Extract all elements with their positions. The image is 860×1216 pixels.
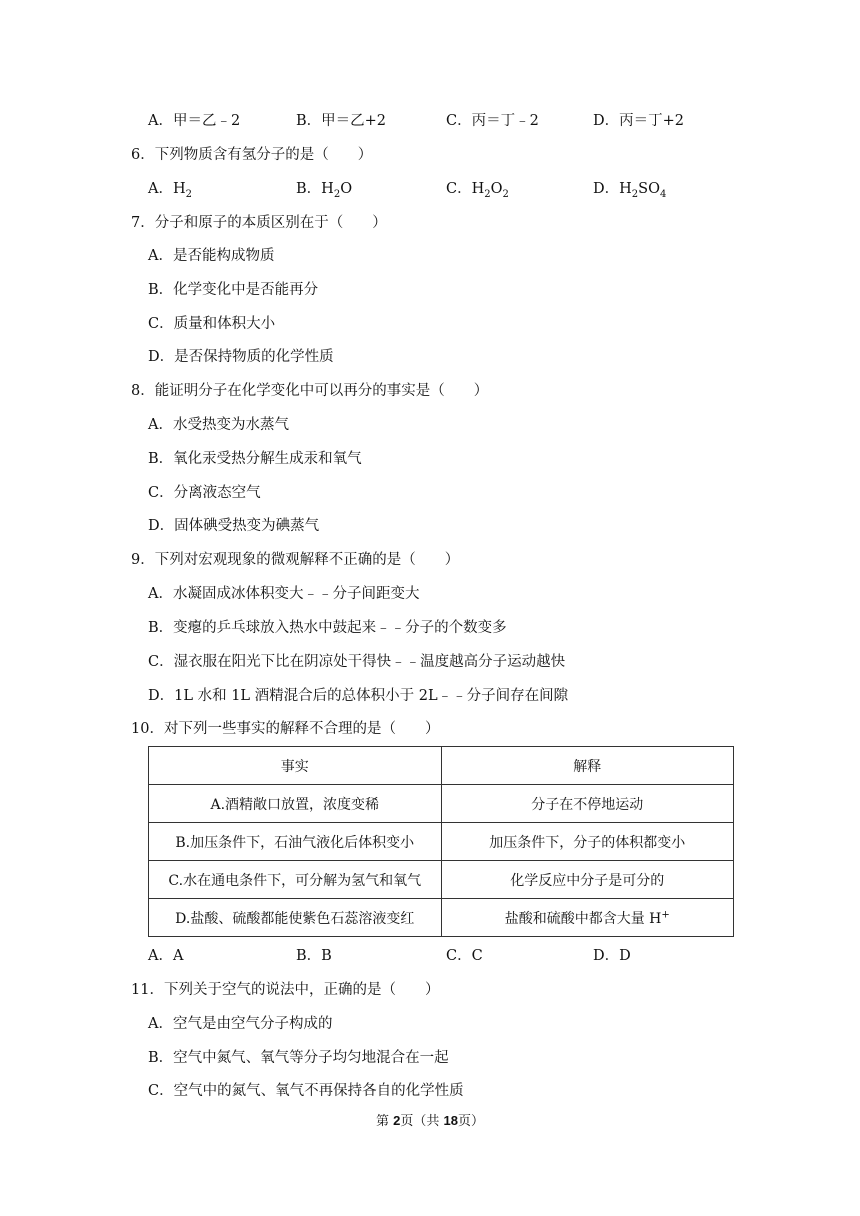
subscript: 2: [484, 188, 491, 200]
table-cell: D.盐酸、硫酸都能使紫色石蕊溶液变红: [149, 899, 442, 937]
table-row: [149, 899, 734, 937]
q8-option-d: D．固体碘受热变为碘蒸气: [148, 518, 320, 534]
table-row: [149, 861, 734, 899]
table-header-row: [149, 747, 734, 785]
q9-option-a: A．水凝固成冰体积变大﹣﹣分子间距变大: [148, 586, 420, 602]
header-fact: 事实: [149, 747, 442, 785]
subscript: 2: [502, 188, 509, 200]
q11-option-a: A．空气是由空气分子构成的: [148, 1016, 333, 1032]
q8-option-a: A．水受热变为水蒸气: [148, 417, 289, 433]
table-row: [149, 823, 734, 861]
page-footer: [0, 1110, 860, 1129]
table-cell: 化学反应中分子是可分的: [441, 861, 734, 899]
table-row: [149, 785, 734, 823]
table-cell: [441, 899, 734, 937]
table-cell: C.水在通电条件下，可分解为氢气和氧气: [149, 861, 442, 899]
q6-option-c: [446, 179, 509, 199]
formula-rest: O: [490, 181, 503, 197]
q7-option-b: B．化学变化中是否能再分: [148, 282, 319, 298]
q7-option-d: D．是否保持物质的化学性质: [148, 349, 334, 365]
q5-option-c: C．丙＝丁﹣2: [446, 113, 539, 129]
option-label: A．: [148, 181, 173, 197]
q8-option-c: C．分离液态空气: [148, 485, 261, 501]
q5-option-b: B．甲＝乙+2: [296, 113, 387, 129]
cell-text: 盐酸和硫酸中都含大量 H: [504, 910, 662, 927]
q11-stem: 11．下列关于空气的说法中，正确的是（ ）: [131, 982, 440, 998]
footer-page-number: 2: [393, 1113, 401, 1128]
q10-table: [148, 746, 734, 937]
formula: H: [619, 181, 632, 197]
subscript: 2: [631, 188, 639, 200]
formula-rest: SO: [638, 181, 660, 197]
q9-stem: 9．下列对宏观现象的微观解释不正确的是（ ）: [131, 552, 460, 568]
formula: H: [321, 181, 334, 197]
subscript: 4: [660, 188, 667, 200]
q11-option-b: B．空气中氮气、氧气等分子均匀地混合在一起: [148, 1050, 449, 1066]
q7-option-c: C．质量和体积大小: [148, 316, 276, 332]
q5-option-d: D．丙＝丁+2: [593, 113, 684, 129]
option-label: D．: [593, 181, 620, 197]
table-cell: 分子在不停地运动: [441, 785, 734, 823]
option-label: B．: [296, 181, 322, 197]
superscript: +: [661, 908, 670, 920]
formula-rest: O: [340, 181, 353, 197]
subscript: 2: [185, 188, 193, 200]
option-label: C．: [446, 181, 472, 197]
header-explanation: 解释: [441, 747, 734, 785]
q5-option-a: A．甲＝乙﹣2: [148, 113, 241, 129]
footer-prefix: 第: [376, 1114, 394, 1129]
footer-suffix: 页）: [457, 1114, 484, 1129]
q10-stem: 10．对下列一些事实的解释不合理的是（ ）: [131, 721, 440, 737]
subscript: 2: [333, 188, 341, 200]
table-cell: A.酒精敞口放置，浓度变稀: [149, 785, 442, 823]
q10-option-a: A．A: [148, 948, 184, 964]
table-cell: 加压条件下，分子的体积都变小: [441, 823, 734, 861]
q7-stem: 7．分子和原子的本质区别在于（ ）: [131, 215, 387, 231]
q6-option-a: [148, 179, 192, 199]
footer-total-pages: 18: [443, 1113, 458, 1128]
q10-option-c: C．C: [446, 948, 483, 964]
q6-option-b: [296, 179, 352, 199]
footer-mid: 页（共: [400, 1114, 444, 1129]
formula: H: [172, 181, 186, 197]
q8-stem: 8．能证明分子在化学变化中可以再分的事实是（ ）: [131, 383, 489, 399]
q9-option-c: C．湿衣服在阳光下比在阴凉处干得快﹣﹣温度越高分子运动越快: [148, 654, 566, 670]
q7-option-a: A．是否能构成物质: [148, 248, 275, 264]
q9-option-b: B．变瘪的乒乓球放入热水中鼓起来﹣﹣分子的个数变多: [148, 620, 507, 636]
table-cell: B.加压条件下，石油气液化后体积变小: [149, 823, 442, 861]
q6-stem: 6．下列物质含有氢分子的是（ ）: [131, 147, 373, 163]
q11-option-c: C．空气中的氮气、氧气不再保持各自的化学性质: [148, 1083, 464, 1099]
q8-option-b: B．氧化汞受热分解生成汞和氧气: [148, 451, 362, 467]
formula: H: [471, 181, 485, 197]
q10-option-d: D．D: [593, 948, 631, 964]
q6-option-d: [593, 179, 666, 199]
q9-option-d: D．1L 水和 1L 酒精混合后的总体积小于 2L﹣﹣分子间存在间隙: [148, 688, 569, 704]
q10-option-b: B．B: [296, 948, 332, 964]
